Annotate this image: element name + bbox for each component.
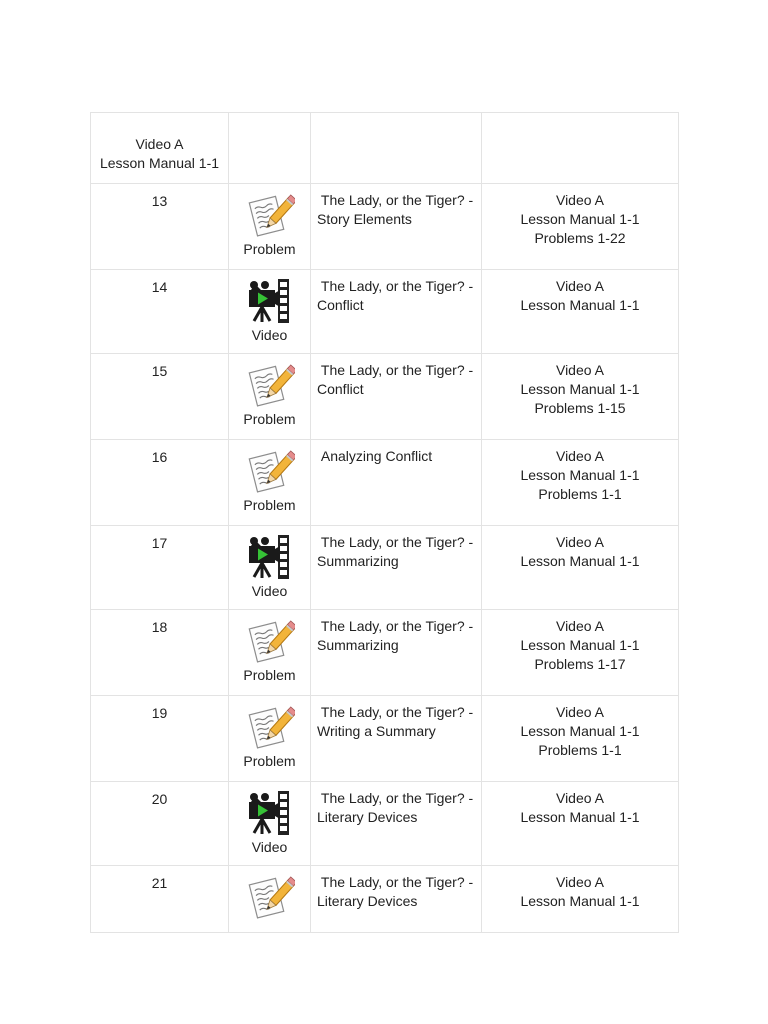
lesson-title[interactable]: The Lady, or the Tiger? - Literary Devices [317, 874, 478, 909]
lesson-number-cell [91, 526, 229, 610]
lesson-refs [482, 526, 678, 571]
video-icon[interactable] [229, 788, 310, 838]
table-row[interactable] [91, 526, 679, 610]
lesson-type-cell[interactable] [229, 866, 311, 933]
lesson-refs-cell [482, 526, 679, 610]
header-ref-line: Lesson Manual 1-1 [99, 155, 220, 171]
lesson-title[interactable]: The Lady, or the Tiger? - Writing a Summary [317, 704, 478, 739]
lesson-refs [482, 610, 678, 674]
lesson-refs [482, 270, 678, 315]
empty-cell [482, 113, 679, 184]
lesson-title[interactable]: The Lady, or the Tiger? - Summarizing [317, 618, 478, 653]
table-row[interactable] [91, 782, 679, 866]
lesson-title-cell [311, 696, 482, 782]
problem-icon[interactable] [229, 702, 310, 752]
table-row[interactable] [91, 270, 679, 354]
lesson-number: 19 [151, 705, 168, 721]
table-row[interactable] [91, 184, 679, 270]
lesson-ref-line: Lesson Manual 1-1 [520, 637, 640, 653]
lesson-type-label: Video [251, 583, 288, 599]
lesson-ref-line: Video A [555, 874, 604, 890]
lesson-type-label: Problem [243, 497, 296, 513]
lesson-ref-line: Lesson Manual 1-1 [520, 893, 640, 909]
lesson-ref-line: Video A [555, 362, 604, 378]
lesson-number: 16 [151, 449, 168, 465]
lesson-number-cell [91, 782, 229, 866]
lesson-type-cell[interactable] [229, 610, 311, 696]
lesson-ref-line: Video A [555, 278, 604, 294]
lesson-ref-line: Lesson Manual 1-1 [520, 297, 640, 313]
lesson-ref-line: Problems 1-1 [538, 742, 622, 758]
lesson-type-label: Video [251, 839, 288, 855]
lesson-ref-line: Video A [555, 192, 604, 208]
lesson-title-cell [311, 270, 482, 354]
lesson-refs [482, 696, 678, 760]
lesson-type-label: Problem [243, 753, 296, 769]
lesson-number: 15 [151, 363, 168, 379]
lesson-type-label: Problem [243, 411, 296, 427]
lesson-title-cell [311, 440, 482, 526]
video-icon[interactable] [229, 532, 310, 582]
lesson-title[interactable]: Analyzing Conflict [317, 448, 433, 464]
lesson-refs-cell [482, 184, 679, 270]
table-header-row [91, 113, 679, 184]
lesson-ref-line: Problems 1-17 [534, 656, 626, 672]
lesson-refs-cell [482, 782, 679, 866]
lesson-number-cell [91, 610, 229, 696]
lesson-ref-line: Video A [555, 448, 604, 464]
lesson-refs [482, 866, 678, 911]
problem-icon[interactable] [229, 360, 310, 410]
lesson-ref-line: Problems 1-1 [538, 486, 622, 502]
lesson-ref-line: Problems 1-15 [534, 400, 626, 416]
lesson-number: 13 [151, 193, 168, 209]
lesson-type-label: Problem [243, 667, 296, 683]
lesson-refs-cell [482, 440, 679, 526]
lesson-number: 20 [151, 791, 168, 807]
lesson-number-cell [91, 270, 229, 354]
lesson-number-cell [91, 184, 229, 270]
lesson-refs-cell [482, 610, 679, 696]
table-row[interactable] [91, 610, 679, 696]
lesson-title-cell [311, 354, 482, 440]
lesson-ref-line: Video A [555, 534, 604, 550]
lesson-title-cell [311, 610, 482, 696]
lesson-refs [482, 354, 678, 418]
lesson-type-label: Video [251, 327, 288, 343]
lesson-title[interactable]: The Lady, or the Tiger? - Literary Devices [317, 790, 478, 825]
lesson-title[interactable]: The Lady, or the Tiger? - Story Elements [317, 192, 478, 227]
empty-cell [311, 113, 482, 184]
lesson-refs [482, 184, 678, 248]
lesson-ref-line: Problems 1-22 [534, 230, 626, 246]
lesson-type-cell[interactable] [229, 526, 311, 610]
lesson-ref-line: Video A [555, 704, 604, 720]
table-row[interactable] [91, 696, 679, 782]
lesson-number: 18 [151, 619, 168, 635]
table-row[interactable] [91, 440, 679, 526]
header-ref-cell [91, 113, 229, 184]
lesson-title-cell [311, 866, 482, 933]
lesson-number-cell [91, 696, 229, 782]
lesson-number-cell [91, 866, 229, 933]
lesson-title-cell [311, 782, 482, 866]
lesson-ref-line: Lesson Manual 1-1 [520, 467, 640, 483]
lesson-refs [482, 440, 678, 504]
table-row[interactable] [91, 866, 679, 933]
problem-icon[interactable] [229, 872, 310, 922]
empty-cell [229, 113, 311, 184]
problem-icon[interactable] [229, 446, 310, 496]
lesson-refs-cell [482, 866, 679, 933]
lesson-type-cell[interactable] [229, 782, 311, 866]
lesson-number: 14 [151, 279, 168, 295]
lesson-title[interactable]: The Lady, or the Tiger? - Conflict [317, 362, 478, 397]
lesson-ref-line: Lesson Manual 1-1 [520, 553, 640, 569]
table-row[interactable] [91, 354, 679, 440]
lesson-number-cell [91, 354, 229, 440]
lesson-type-cell[interactable] [229, 270, 311, 354]
lesson-ref-line: Lesson Manual 1-1 [520, 381, 640, 397]
lesson-refs-cell [482, 270, 679, 354]
lesson-type-label: Problem [243, 241, 296, 257]
lesson-number-cell [91, 440, 229, 526]
lesson-refs-cell [482, 696, 679, 782]
problem-icon[interactable] [229, 190, 310, 240]
lesson-title[interactable]: The Lady, or the Tiger? - Summarizing [317, 534, 478, 569]
lesson-number: 21 [151, 875, 168, 891]
lesson-title-cell [311, 526, 482, 610]
lesson-ref-line: Lesson Manual 1-1 [520, 809, 640, 825]
lesson-number: 17 [151, 535, 168, 551]
lesson-type-cell[interactable] [229, 184, 311, 270]
lesson-refs-cell [482, 354, 679, 440]
lesson-ref-line: Lesson Manual 1-1 [520, 723, 640, 739]
lesson-type-cell[interactable] [229, 354, 311, 440]
video-icon[interactable] [229, 276, 310, 326]
header-ref-line: Video A [135, 136, 184, 152]
lesson-title-cell [311, 184, 482, 270]
lesson-ref-line: Lesson Manual 1-1 [520, 211, 640, 227]
lesson-refs [482, 782, 678, 827]
lesson-type-cell[interactable] [229, 696, 311, 782]
lesson-ref-line: Video A [555, 790, 604, 806]
lesson-table [90, 112, 679, 933]
lesson-type-cell[interactable] [229, 440, 311, 526]
problem-icon[interactable] [229, 616, 310, 666]
lesson-ref-line: Video A [555, 618, 604, 634]
lesson-title[interactable]: The Lady, or the Tiger? - Conflict [317, 278, 478, 313]
